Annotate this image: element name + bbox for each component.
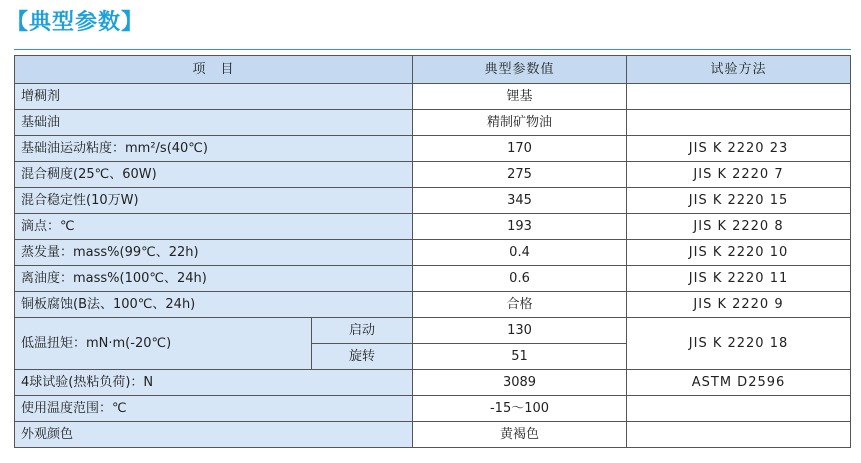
table-row — [15, 110, 851, 136]
row-method — [627, 422, 851, 448]
row-method: JIS K 2220 8 — [627, 214, 851, 240]
row-method: JIS K 2220 9 — [627, 292, 851, 318]
row-value: 345 — [413, 188, 627, 214]
header-item: 项 目 — [15, 56, 413, 84]
row-method: JIS K 2220 7 — [627, 162, 851, 188]
row-label: 外观颜色 — [15, 422, 413, 448]
row-label: 混合稳定性(10万W) — [15, 188, 413, 214]
row-method: JIS K 2220 10 — [627, 240, 851, 266]
table-row — [15, 162, 851, 188]
row-value: -15～100 — [413, 396, 627, 422]
row-value: 170 — [413, 136, 627, 162]
table-row — [15, 292, 851, 318]
row-label: 基础油 — [15, 110, 413, 136]
row-label: 使用温度范围：℃ — [15, 396, 413, 422]
row-value: 黄褐色 — [413, 422, 627, 448]
row-value: 0.6 — [413, 266, 627, 292]
row-method: JIS K 2220 23 — [627, 136, 851, 162]
table-row — [15, 422, 851, 448]
table-row — [15, 214, 851, 240]
header-value: 典型参数值 — [413, 56, 627, 84]
table-header-row — [15, 56, 851, 84]
table-row — [15, 370, 851, 396]
torque-start-value: 130 — [413, 318, 627, 344]
row-label: 蒸发量：mass%(99℃、22h) — [15, 240, 413, 266]
row-value: 275 — [413, 162, 627, 188]
table-row — [15, 240, 851, 266]
table-row — [15, 396, 851, 422]
table-body — [15, 84, 851, 448]
torque-label: 低温扭矩：mN·m(-20℃) — [15, 318, 312, 370]
header-method: 试验方法 — [627, 56, 851, 84]
torque-rotate-label: 旋转 — [312, 344, 413, 370]
row-value: 3089 — [413, 370, 627, 396]
row-value: 合格 — [413, 292, 627, 318]
row-label: 铜板腐蚀(B法、100℃、24h) — [15, 292, 413, 318]
row-method — [627, 84, 851, 110]
torque-method: JIS K 2220 18 — [627, 318, 851, 370]
row-value: 193 — [413, 214, 627, 240]
row-method: ASTM D2596 — [627, 370, 851, 396]
row-value: 锂基 — [413, 84, 627, 110]
torque-rotate-value: 51 — [413, 344, 627, 370]
table-row — [15, 266, 851, 292]
row-label: 增稠剂 — [15, 84, 413, 110]
row-value: 精制矿物油 — [413, 110, 627, 136]
row-label: 离油度：mass%(100℃、24h) — [15, 266, 413, 292]
row-method: JIS K 2220 11 — [627, 266, 851, 292]
row-label: 4球试验(热粘负荷)：N — [15, 370, 413, 396]
row-label: 混合稠度(25℃、60W) — [15, 162, 413, 188]
section-title: 【典型参数】 — [6, 10, 145, 35]
row-value: 0.4 — [413, 240, 627, 266]
table-row — [15, 136, 851, 162]
torque-start-label: 启动 — [312, 318, 413, 344]
row-method — [627, 396, 851, 422]
table-row — [15, 188, 851, 214]
parameter-table — [14, 55, 851, 448]
table-row — [15, 84, 851, 110]
torque-row-start — [15, 318, 851, 344]
row-method — [627, 110, 851, 136]
row-label: 基础油运动粘度：mm²/s(40℃) — [15, 136, 413, 162]
title-divider — [14, 49, 851, 50]
row-label: 滴点：℃ — [15, 214, 413, 240]
row-method: JIS K 2220 15 — [627, 188, 851, 214]
